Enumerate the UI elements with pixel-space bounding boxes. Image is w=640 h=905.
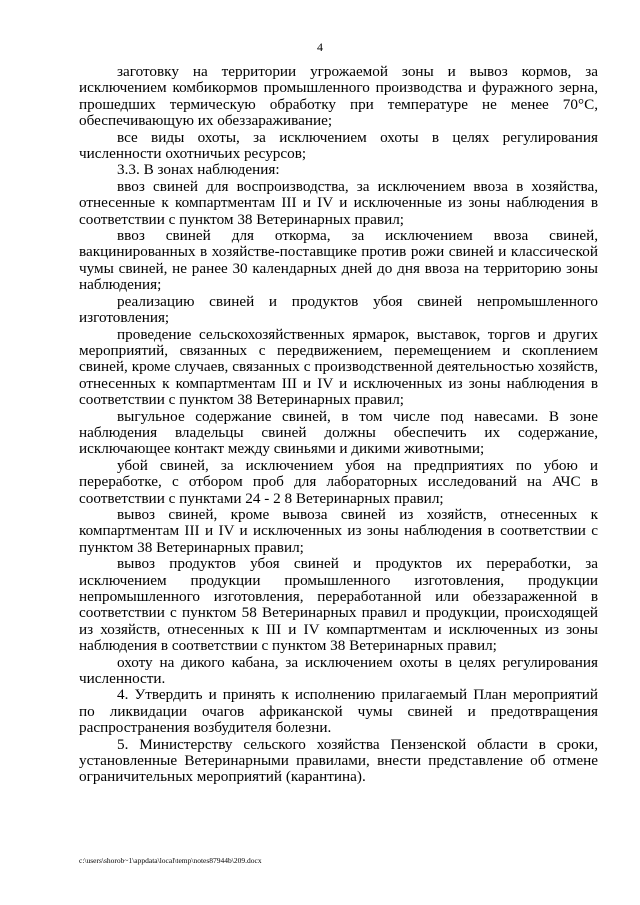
paragraph-sale-products: реализацию свиней и продуктов убоя свиней непромышленного изготовления;	[79, 292, 598, 327]
paragraph-product-export: вывоз продуктов убоя свиней и продуктов их переработки, за исключением продукции промышленного изготовления, продукции непромышленного изготовления, переработанной или обеззараженной в соответствии с пунктом 58 Ветеринарных правил и продукции, происходящей из хозяйств, отнесенных к III и IV компартментам и исключенных из зоны наблюдения в соответствии с пунктом 38 Ветеринарных правил;	[79, 555, 598, 655]
paragraph-item-5-ministry: 5. Министерству сельского хозяйства Пензенской области в сроки, установленные Ветеринарными правилами, внести представление об отмене ограничительных мероприятий (карантина).	[79, 735, 598, 786]
footer-file-path: c:\users\shorob~1\appdata\local\temp\notes87944b\209.docx	[79, 856, 262, 865]
paragraph-pig-export: вывоз свиней, кроме вывоза свиней из хозяйств, отнесенных к компартментам III и IV и исключенных из зоны наблюдения в соответствии с пунктом 38 Ветеринарных правил;	[79, 505, 598, 556]
page-number: 4	[317, 40, 323, 54]
paragraph-fattening-import: ввоз свиней для откорма, за исключением ввоза свиней, вакцинированных в хозяйстве-поставщике против рожи свиней и классической чумы свиней, не ранее 30 календарных дней до дня ввоза на территорию зоны наблюдения;	[79, 227, 598, 294]
document-body	[79, 64, 598, 786]
paragraph-slaughter: убой свиней, за исключением убоя на предприятиях по убою и переработке, с отбором проб для лабораторных исследований на АЧС в соответствии с пунктами 24 - 2 8 Ветеринарных правил;	[79, 456, 598, 507]
paragraph-hunting-ban: все виды охоты, за исключением охоты в целях регулирования численности охотничьих ресурсов;	[79, 128, 598, 163]
paragraph-breeding-import: ввоз свиней для воспроизводства, за исключением ввоза в хозяйства, отнесенные к компартментам III и IV и исключенные из зоны наблюдения в соответствии с пунктом 38 Ветеринарных правил;	[79, 177, 598, 228]
paragraph-item-4-plan: 4. Утвердить и принять к исполнению прилагаемый План мероприятий по ликвидации очагов африканской чумы свиней и предотвращения распространения возбудителя болезни.	[79, 686, 598, 737]
paragraph-fairs-exhibitions: проведение сельскохозяйственных ярмарок, выставок, торгов и других мероприятий, связанных с передвижением, перемещением и скоплением свиней, кроме случаев, связанных с производственной деятельностью хозяйств, отнесенных к компартментам III и IV и исключенных из зоны наблюдения в соответствии с пунктом 38 Ветеринарных правил;	[79, 325, 598, 409]
paragraph-free-range-keeping: выгульное содержание свиней, в том числе под навесами. В зоне наблюдения владельцы свиней должны обеспечить их содержание, исключающее контакт между свиньями и дикими животными;	[79, 407, 598, 458]
paragraph-boar-hunting: охоту на дикого кабана, за исключением охоты в целях регулирования численности.	[79, 653, 598, 688]
section-heading-observation-zones: 3.3. В зонах наблюдения:	[117, 161, 280, 179]
paragraph-feed-harvesting: заготовку на территории угрожаемой зоны и вывоз кормов, за исключением комбикормов промышленного производства и фуражного зерна, прошедших термическую обработку при температуре не менее 70°С, обеспечивающую их обеззараживание;	[79, 63, 598, 130]
